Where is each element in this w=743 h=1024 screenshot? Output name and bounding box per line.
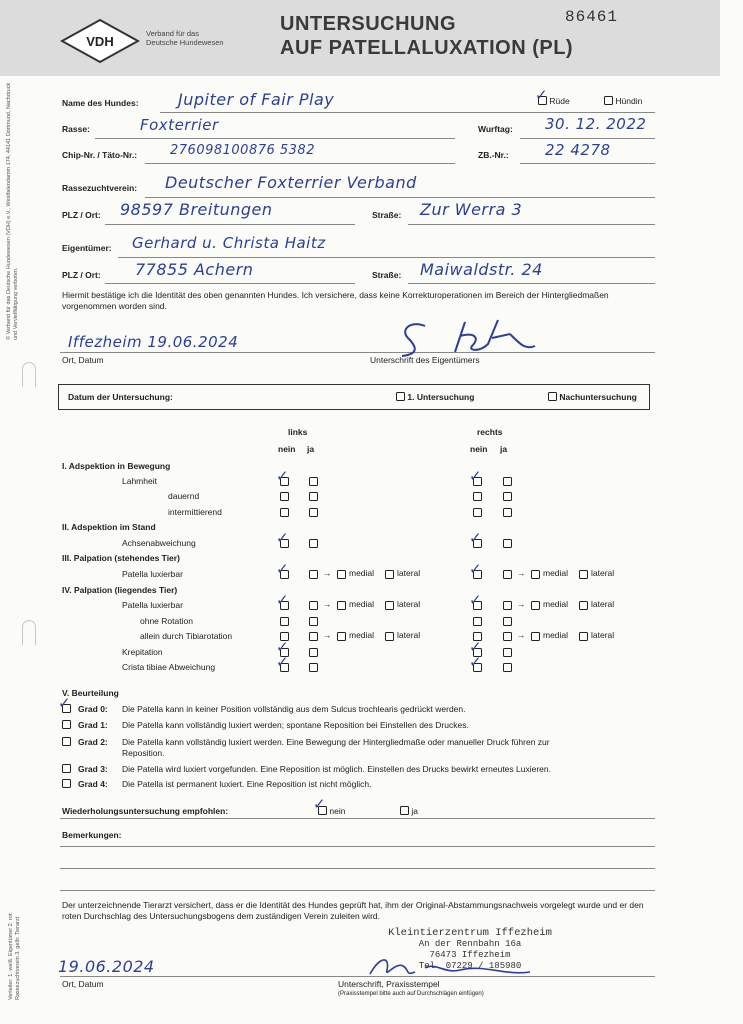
followup-exam-option[interactable]: Nachuntersuchung [548, 392, 637, 402]
right-header: rechts [477, 427, 503, 437]
medial-checkbox-left[interactable] [337, 570, 346, 579]
exam-checkbox-rn[interactable] [473, 617, 482, 626]
lateral-checkbox-left[interactable] [385, 570, 394, 579]
row-crista: Crista tibiae Abweichung [122, 662, 216, 672]
org-name: Verband für das Deutsche Hundewesen [146, 29, 224, 47]
arrow-left: → [323, 599, 332, 609]
medial-label-left: medial [349, 599, 375, 609]
row-lahmheit: Lahmheit [122, 476, 157, 486]
grade-1-label: Grad 1: [78, 720, 108, 730]
club-street-label: Straße: [372, 210, 402, 220]
grade-4-text: Die Patella ist permanent luxiert. Eine Reposition ist nicht möglich. [122, 779, 372, 789]
rule [105, 283, 355, 284]
grade-2-checkbox[interactable] [62, 737, 71, 746]
lateral-label-right: lateral [591, 630, 615, 640]
grade-0-label: Grad 0: [78, 704, 108, 714]
exam-checkbox-rj[interactable] [503, 570, 512, 579]
remarks-label: Bemerkungen: [62, 830, 122, 840]
medial-label-right: medial [543, 630, 569, 640]
lateral-label-right: lateral [591, 599, 615, 609]
row-achsen: Achsenabweichung [122, 538, 196, 548]
rule [160, 112, 655, 113]
exam-checkbox-rj[interactable] [503, 508, 512, 517]
form-number: 86461 [565, 8, 619, 26]
ruede-option[interactable]: Rüde [538, 96, 570, 106]
arrow-left: → [323, 568, 332, 578]
exam-checkbox-rj[interactable] [503, 492, 512, 501]
vet-statement: Der unterzeichnende Tierarzt versichert, dass er die Identität des Hundes geprüft hat, ihm der Original-Abstammungsnachweis vorgelegt wurde und er den roten Durchschlag des Untersuchungsbogens dem zuständigen Verein zuleiten wird. [62, 900, 644, 921]
exam-checkbox-rn[interactable] [473, 508, 482, 517]
row-intermittierend: intermittierend [168, 507, 222, 517]
remarks-rule [60, 868, 655, 869]
grade-3-text: Die Patella wird luxiert vorgefunden. Eine Reposition ist möglich. Einstellen des Drucks bewirkt erneutes Luxieren. [122, 764, 551, 774]
section-1-title: I. Adspektion in Bewegung [62, 461, 171, 471]
section-4-title: IV. Palpation (liegendes Tier) [62, 585, 178, 595]
lateral-label-left: lateral [397, 630, 421, 640]
lateral-checkbox-right[interactable] [579, 570, 588, 579]
rule [118, 257, 655, 258]
rule [145, 163, 455, 164]
club-plz-label: PLZ / Ort: [62, 210, 101, 220]
repeat-yes-checkbox[interactable] [400, 806, 409, 815]
club-street-value: Zur Werra 3 [420, 200, 523, 219]
exam-checkbox-rj[interactable] [503, 601, 512, 610]
check-mark-right: ✓ [469, 638, 482, 656]
grade-4-checkbox[interactable] [62, 779, 71, 788]
grade-3-checkbox[interactable] [62, 764, 71, 773]
owner-signature [380, 316, 550, 360]
grade-0-text: Die Patella kann in keiner Position vollständig aus dem Sulcus trochlearis gedrückt werden. [122, 704, 466, 714]
litter-label: Wurftag: [478, 124, 513, 134]
vet-date-label: Ort, Datum [62, 979, 104, 989]
owner-place-date-value: Iffezheim 19.06.2024 [68, 333, 239, 351]
exam-checkbox-lj[interactable] [309, 663, 318, 672]
check-mark-right: ✓ [469, 529, 482, 547]
punch-hole [22, 620, 36, 645]
owner-street-value: Maiwaldstr. 24 [420, 260, 543, 279]
exam-checkbox-rj[interactable] [503, 477, 512, 486]
chip-label: Chip-Nr. / Täto-Nr.: [62, 150, 138, 160]
medial-label-left: medial [349, 568, 375, 578]
medial-checkbox-right[interactable] [531, 570, 540, 579]
check-mark-left: ✓ [276, 560, 289, 578]
breed-label: Rasse: [62, 124, 90, 134]
lateral-checkbox-left[interactable] [385, 601, 394, 610]
check-mark-left: ✓ [276, 591, 289, 609]
exam-checkbox-ln[interactable] [280, 492, 289, 501]
lateral-label-left: lateral [397, 599, 421, 609]
medial-label-right: medial [543, 568, 569, 578]
chip-value: 276098100876 5382 [170, 143, 315, 158]
rule [145, 197, 655, 198]
check-mark-left: ✓ [276, 529, 289, 547]
rule [60, 976, 655, 977]
exam-checkbox-rj[interactable] [503, 632, 512, 641]
vdh-logo [60, 18, 140, 64]
exam-checkbox-lj[interactable] [309, 570, 318, 579]
exam-checkbox-lj[interactable] [309, 477, 318, 486]
vdh-logo-text: VDH [86, 34, 114, 49]
right-yes-header: ja [500, 444, 508, 454]
repeat-no-check-mark: ✓ [313, 795, 326, 813]
exam-checkbox-rj[interactable] [503, 617, 512, 626]
exam-checkbox-lj[interactable] [309, 539, 318, 548]
right-no-header: nein [470, 444, 488, 454]
practice-stamp: Kleintierzentrum Iffezheim An der Rennbahn 16a 76473 Iffezheim Tel. 07229 / 185980 [388, 927, 552, 971]
rule [60, 352, 655, 353]
check-mark-left: ✓ [276, 467, 289, 485]
lateral-checkbox-right[interactable] [579, 601, 588, 610]
owner-label: Eigentümer: [62, 243, 112, 253]
row-tibiarotation: allein durch Tibiarotation [140, 631, 233, 641]
vet-sign-label: Unterschrift, Praxisstempel [338, 979, 440, 989]
followup-exam-checkbox[interactable] [548, 392, 557, 401]
arrow-right: → [517, 630, 526, 640]
exam-checkbox-rn[interactable] [473, 492, 482, 501]
grade-4-label: Grad 4: [78, 779, 108, 789]
row-dauernd: dauernd [168, 491, 200, 501]
huendin-checkbox[interactable] [604, 96, 613, 105]
check-mark-left: ✓ [276, 638, 289, 656]
grade-2-label: Grad 2: [78, 737, 108, 747]
section-3-title: III. Palpation (stehendes Tier) [62, 553, 180, 563]
zb-value: 22 4278 [545, 141, 611, 159]
left-header: links [288, 427, 308, 437]
medial-checkbox-left[interactable] [337, 632, 346, 641]
arrow-right: → [517, 599, 526, 609]
vet-date-value: 19.06.2024 [58, 957, 155, 976]
grade-2-text-cont: Reposition. [122, 748, 165, 758]
litter-value: 30. 12. 2022 [545, 115, 647, 133]
check-mark-right: ✓ [469, 653, 482, 671]
left-yes-header: ja [307, 444, 315, 454]
exam-checkbox-rj[interactable] [503, 648, 512, 657]
rule [408, 224, 655, 225]
medial-checkbox-right[interactable] [531, 632, 540, 641]
club-label: Rassezuchtverein: [62, 183, 138, 193]
dog-name-value: Jupiter of Fair Play [178, 90, 335, 109]
rule [408, 283, 655, 284]
punch-hole [22, 362, 36, 387]
exam-checkbox-rj[interactable] [503, 539, 512, 548]
copyright-note: © Verband für das Deutsche Hundewesen (VDH) e.V., Westfalendamm 174, 44141 Dortmund, Nachdruck und Vervielfältigung verboten. [6, 82, 19, 340]
rule [60, 818, 655, 819]
first-exam-checkbox[interactable] [396, 392, 405, 401]
club-value: Deutscher Foxterrier Verband [165, 173, 417, 192]
medial-checkbox-left[interactable] [337, 601, 346, 610]
breed-value: Foxterrier [140, 116, 219, 134]
grade-0-check-mark: ✓ [58, 694, 71, 712]
check-mark-right: ✓ [469, 560, 482, 578]
owner-value: Gerhard u. Christa Haitz [132, 234, 326, 252]
lateral-label-left: lateral [397, 568, 421, 578]
exam-date-label: Datum der Untersuchung: [68, 392, 173, 402]
owner-plz-value: 77855 Achern [135, 260, 254, 279]
huendin-option[interactable]: Hündin [604, 96, 642, 106]
repeat-yes-option[interactable]: ja [400, 806, 418, 816]
lateral-checkbox-left[interactable] [385, 632, 394, 641]
grade-3-label: Grad 3: [78, 764, 108, 774]
medial-checkbox-right[interactable] [531, 601, 540, 610]
rule [105, 224, 355, 225]
exam-checkbox-lj[interactable] [309, 648, 318, 657]
remarks-rule [60, 890, 655, 891]
lateral-label-right: lateral [591, 568, 615, 578]
remarks-rule [60, 846, 655, 847]
lateral-checkbox-right[interactable] [579, 632, 588, 641]
zb-label: ZB.-Nr.: [478, 150, 509, 160]
exam-checkbox-lj[interactable] [309, 601, 318, 610]
grading-title: V. Beurteilung [62, 688, 119, 698]
medial-label-left: medial [349, 630, 375, 640]
club-plz-value: 98597 Breitungen [120, 200, 273, 219]
owner-plz-label: PLZ / Ort: [62, 270, 101, 280]
check-mark-left: ✓ [276, 653, 289, 671]
form-title: UNTERSUCHUNG AUF PATELLALUXATION (PL) [280, 13, 574, 59]
owner-street-label: Straße: [372, 270, 402, 280]
exam-checkbox-lj[interactable] [309, 632, 318, 641]
ruede-check-mark: ✓ [535, 86, 548, 104]
row-patella-lying: Patella luxierbar [122, 600, 183, 610]
first-exam-option[interactable]: 1. Untersuchung [396, 392, 474, 402]
exam-checkbox-rj[interactable] [503, 663, 512, 672]
owner-signature-label: Unterschrift des Eigentümers [370, 355, 480, 365]
rule [520, 138, 655, 139]
row-patella-standing: Patella luxierbar [122, 569, 183, 579]
left-no-header: nein [278, 444, 296, 454]
grade-1-checkbox[interactable] [62, 720, 71, 729]
rule [95, 138, 455, 139]
vet-sign-note: (Praxisstempel bitte auch auf Durchschlägen einfügen) [338, 991, 484, 997]
check-mark-right: ✓ [469, 591, 482, 609]
exam-checkbox-ln[interactable] [280, 508, 289, 517]
exam-checkbox-ln[interactable] [280, 617, 289, 626]
rule [520, 163, 655, 164]
exam-checkbox-lj[interactable] [309, 492, 318, 501]
vet-signature [365, 952, 535, 982]
check-mark-right: ✓ [469, 467, 482, 485]
repeat-label: Wiederholungsuntersuchung empfohlen: [62, 806, 229, 816]
repeat-no-option[interactable]: nein [318, 806, 345, 816]
dog-name-label: Name des Hundes: [62, 98, 139, 108]
grade-2-text: Die Patella kann vollständig luxiert werden. Eine Bewegung der Hintergliedmaße oder manueller Druck führen zur [122, 737, 550, 747]
arrow-right: → [517, 568, 526, 578]
row-krepitation: Krepitation [122, 647, 163, 657]
owner-place-date-label: Ort, Datum [62, 355, 104, 365]
exam-checkbox-lj[interactable] [309, 617, 318, 626]
declaration-text: Hiermit bestätige ich die Identität des oben genannten Hundes. Ich versichere, dass keine Korrekturoperationen im Bereich der Hintergliedmaßen vorgenommen worden sind. [62, 290, 609, 311]
row-ohne-rotation: ohne Rotation [140, 616, 193, 626]
grade-1-text: Die Patella kann vollständig luxiert werden; spontane Reposition bei Einstellen des Druckes. [122, 720, 469, 730]
arrow-left: → [323, 630, 332, 640]
exam-checkbox-lj[interactable] [309, 508, 318, 517]
medial-label-right: medial [543, 599, 569, 609]
section-2-title: II. Adspektion im Stand [62, 522, 156, 532]
distribution-note: Verteiler: 1. weiß: Eigentümer 2. rot: Rassezuchtverein 3. gelb: Tierarzt [8, 912, 21, 1000]
